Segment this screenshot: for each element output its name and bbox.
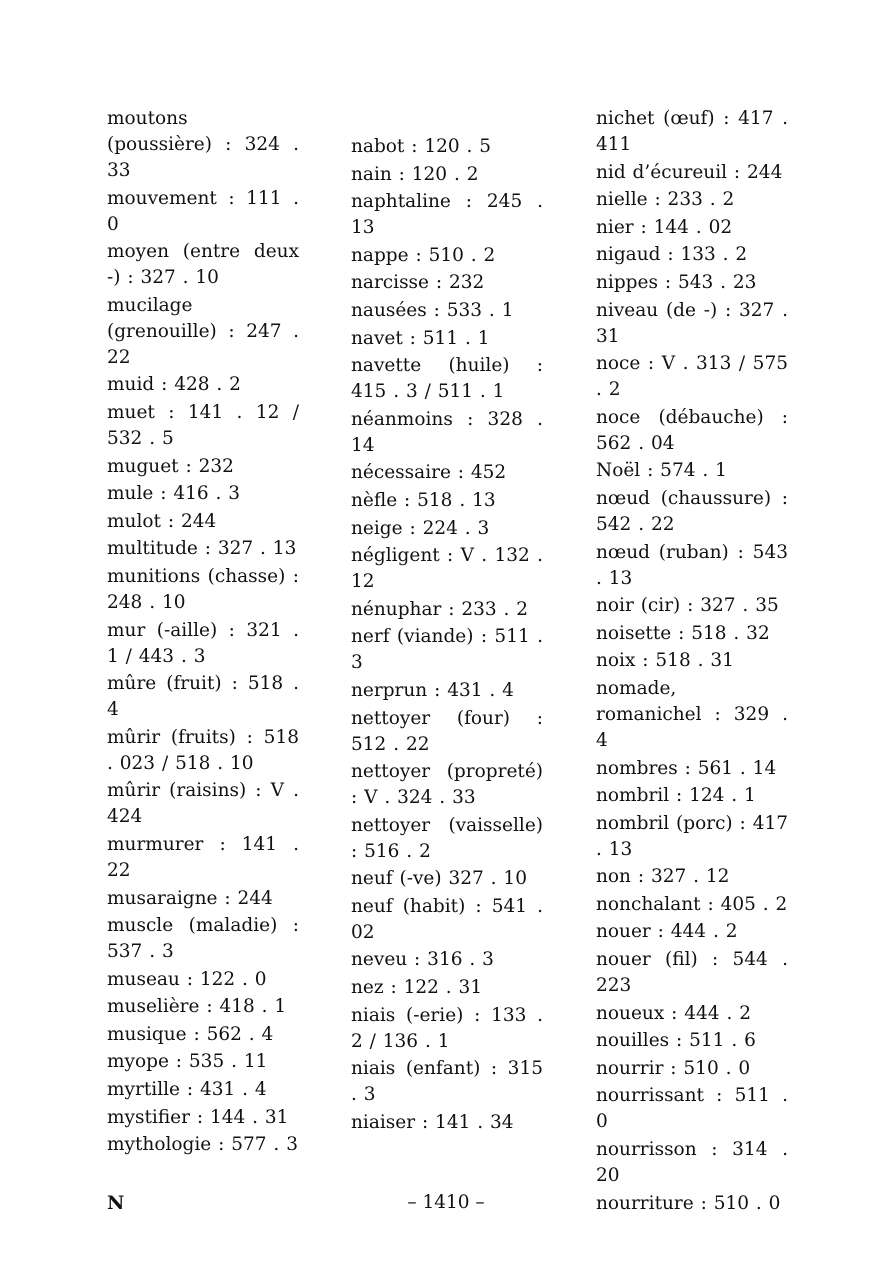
index-entry: muselière : 418 . 1 bbox=[107, 996, 287, 1018]
index-entry: mythologie : 577 . 3 bbox=[107, 1134, 298, 1156]
index-entry: mouvement : 111 . 0 bbox=[107, 187, 299, 235]
index-entry: murmurer : 141 . 22 bbox=[107, 833, 299, 881]
index-entry: niais (enfant) : 315 . 3 bbox=[351, 1058, 543, 1106]
index-entry: neuf (-ve) 327 . 10 bbox=[351, 868, 527, 890]
index-entry: noisette : 518 . 32 bbox=[596, 622, 770, 644]
index-entry: muid : 428 . 2 bbox=[107, 374, 241, 396]
index-entry: nombres : 561 . 14 bbox=[596, 757, 777, 779]
index-entry: nerprun : 431 . 4 bbox=[351, 679, 514, 701]
index-entry: noce : V . 313 / 575 . 2 bbox=[596, 353, 788, 401]
index-entry: nombril : 124 . 1 bbox=[596, 785, 756, 807]
index-entry: mucilage (grenouille) : 247 . 22 bbox=[107, 294, 299, 368]
index-entry: musique : 562 . 4 bbox=[107, 1023, 274, 1045]
index-entry: noueux : 444 . 2 bbox=[596, 1002, 751, 1024]
index-entry: nécessaire : 452 bbox=[351, 462, 507, 484]
index-entry: nippes : 543 . 23 bbox=[596, 271, 757, 293]
index-entry: niveau (de -) : 327 . 31 bbox=[596, 299, 788, 347]
section-letter-heading: N bbox=[107, 1192, 125, 1215]
index-entry: mûrir (raisins) : V . 424 bbox=[107, 780, 299, 828]
index-entry: nielle : 233 . 2 bbox=[596, 189, 735, 211]
index-entry: niais (-erie) : 133 . 2 / 136 . 1 bbox=[351, 1004, 543, 1052]
index-entry: mulot : 244 bbox=[107, 510, 217, 532]
index-column-1 bbox=[107, 106, 299, 1216]
index-entry: museau : 122 . 0 bbox=[107, 968, 267, 990]
index-entry: nombril (porc) : 417 . 13 bbox=[596, 812, 788, 860]
index-entry: narcisse : 232 bbox=[351, 272, 485, 294]
index-entry: nouer : 444 . 2 bbox=[596, 921, 738, 943]
index-entry: nain : 120 . 2 bbox=[351, 163, 479, 185]
index-entry: muscle (maladie) : 537 . 3 bbox=[107, 915, 299, 963]
index-entry: myope : 535 . 11 bbox=[107, 1051, 268, 1073]
index-entry: nigaud : 133 . 2 bbox=[596, 244, 748, 266]
index-entry: nerf (viande) : 511 . 3 bbox=[351, 626, 543, 674]
index-entry: myrtille : 431 . 4 bbox=[107, 1079, 267, 1101]
index-entry: neige : 224 . 3 bbox=[351, 517, 490, 539]
index-entry: nœud (ruban) : 543 . 13 bbox=[596, 541, 788, 589]
index-entry: néanmoins : 328 . 14 bbox=[351, 408, 543, 456]
index-entry: nèfle : 518 . 13 bbox=[351, 489, 496, 511]
index-entry: mûrir (fruits) : 518 . 023 / 518 . 10 bbox=[107, 726, 299, 774]
index-entry: moyen (entre deux -) : 327 . 10 bbox=[107, 241, 299, 289]
index-entry: noce (débauche) : 562 . 04 bbox=[596, 406, 788, 454]
index-entry: muet : 141 . 12 / 532 . 5 bbox=[107, 401, 299, 449]
index-entry: nettoyer (propreté) : V . 324 . 33 bbox=[351, 761, 543, 809]
index-entry: nez : 122 . 31 bbox=[351, 977, 483, 999]
index-entry: multitude : 327 . 13 bbox=[107, 538, 297, 560]
index-entry: nénuphar : 233 . 2 bbox=[351, 598, 529, 620]
index-entry: musaraigne : 244 bbox=[107, 887, 273, 909]
index-entry: nœud (chaussure) : 542 . 22 bbox=[596, 487, 788, 535]
index-entry: noir (cir) : 327 . 35 bbox=[596, 595, 779, 617]
index-entry: neuf (habit) : 541 . 02 bbox=[351, 895, 543, 943]
index-entry: muguet : 232 bbox=[107, 455, 234, 477]
index-entry: navet : 511 . 1 bbox=[351, 327, 490, 349]
index-entry: neveu : 316 . 3 bbox=[351, 949, 494, 971]
index-entry: nourrir : 510 . 0 bbox=[596, 1057, 751, 1079]
index-entry: mule : 416 . 3 bbox=[107, 483, 241, 505]
index-entry: nappe : 510 . 2 bbox=[351, 244, 496, 266]
index-entry: moutons (poussière) : 324 . 33 bbox=[107, 108, 299, 181]
index-column-2 bbox=[351, 134, 543, 1137]
index-entry: mur (-aille) : 321 . 1 / 443 . 3 bbox=[107, 619, 299, 667]
index-column-3 bbox=[596, 106, 788, 1218]
index-entry: nourrisson : 314 . 20 bbox=[596, 1139, 788, 1187]
index-entry: navette (huile) : 415 . 3 / 511 . 1 bbox=[351, 355, 543, 403]
index-entry: munitions (chasse) : 248 . 10 bbox=[107, 565, 299, 613]
index-entry: mûre (fruit) : 518 . 4 bbox=[107, 673, 299, 721]
index-entry: mystifier : 144 . 31 bbox=[107, 1106, 289, 1128]
index-entry: naphtaline : 245 . 13 bbox=[351, 191, 543, 239]
index-entry: négligent : V . 132 . 12 bbox=[351, 545, 543, 593]
index-entry: nabot : 120 . 5 bbox=[351, 136, 492, 157]
index-entry: nouer (fil) : 544 . 223 bbox=[596, 949, 788, 997]
index-entry: nourriture : 510 . 0 bbox=[596, 1192, 781, 1214]
index-entry: niaiser : 141 . 34 bbox=[351, 1111, 514, 1133]
index-entry: nausées : 533 . 1 bbox=[351, 299, 514, 321]
index-entry: Noël : 574 . 1 bbox=[596, 460, 727, 482]
index-entry: nettoyer (vaisselle) : 516 . 2 bbox=[351, 814, 543, 862]
index-entry: nettoyer (four) : 512 . 22 bbox=[351, 707, 543, 755]
index-entry: nonchalant : 405 . 2 bbox=[596, 893, 788, 915]
index-entry: non : 327 . 12 bbox=[596, 866, 730, 888]
index-entry: nomade, romanichel : 329 . 4 bbox=[596, 677, 788, 751]
index-entry: nier : 144 . 02 bbox=[596, 216, 733, 238]
page-number: – 1410 – bbox=[407, 1192, 485, 1213]
index-entry: nid d’écureuil : 244 bbox=[596, 161, 783, 183]
index-entry: nourrissant : 511 . 0 bbox=[596, 1085, 788, 1133]
index-entry: noix : 518 . 31 bbox=[596, 650, 734, 672]
index-entry: nichet (œuf) : 417 . 411 bbox=[596, 108, 788, 155]
index-entry: nouilles : 511 . 6 bbox=[596, 1030, 756, 1052]
